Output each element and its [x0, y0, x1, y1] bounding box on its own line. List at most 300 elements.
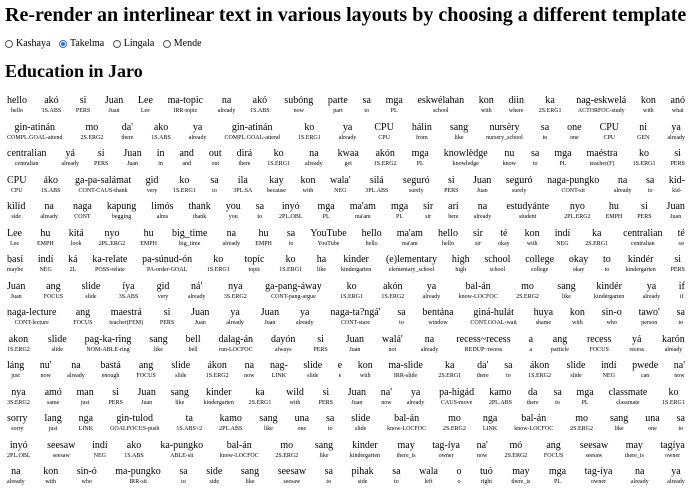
original-word: ko [346, 280, 357, 292]
interlinear-word [662, 334, 685, 358]
original-word: sa [676, 307, 685, 318]
original-word: bal-án [226, 439, 252, 451]
gloss: 1S.ABS [41, 108, 62, 114]
original-word: si [674, 254, 682, 265]
interlinear-word [206, 360, 229, 384]
original-word: Juan [473, 174, 492, 186]
interlinear-word [600, 122, 619, 146]
interlinear-word [157, 148, 165, 172]
gloss: 3S.ERG2 [223, 293, 247, 300]
interlinear-word [511, 466, 530, 490]
original-word: sa [325, 413, 335, 424]
original-word: Juan [666, 201, 685, 212]
original-word: seguró [402, 174, 430, 186]
gloss: EMPH [140, 240, 157, 247]
interlinear-word [267, 175, 286, 199]
original-word: gin-atinán [231, 121, 273, 133]
original-word: ang [46, 280, 61, 292]
original-word: mo [280, 439, 294, 451]
original-word: nyo [104, 227, 120, 239]
gloss: kindergarten [594, 293, 625, 300]
original-word: CPU [374, 121, 394, 133]
interlinear-word [626, 254, 656, 278]
original-word: ya [646, 280, 657, 292]
interlinear-word [7, 413, 28, 437]
gloss: just [11, 373, 20, 379]
gloss: 2S.ERG2 [504, 452, 528, 459]
gloss: look [70, 240, 82, 247]
gloss: Lee [140, 108, 150, 114]
original-word: da' [477, 360, 489, 371]
gloss: FOCUS [43, 293, 64, 300]
original-word: nya [11, 386, 26, 398]
gloss: already [226, 320, 244, 326]
gloss: 1S.ERG2 [373, 161, 397, 167]
gloss: 3PL.ABS [365, 187, 389, 194]
original-word: ako [126, 439, 142, 451]
gloss: LINK [78, 426, 94, 432]
original-word: sir [472, 227, 483, 239]
original-word: sa [540, 121, 550, 133]
interlinear-word [160, 307, 174, 331]
interlinear-word [645, 413, 659, 437]
interlinear-word [47, 440, 75, 464]
gloss: 2PL.ERG2 [564, 214, 591, 220]
gloss: already [422, 293, 441, 300]
interlinear-word [68, 254, 77, 278]
gloss: 1S.ERG1 [662, 399, 685, 406]
gloss: already [630, 479, 649, 485]
original-word: thank [188, 201, 211, 212]
interlinear-word [226, 201, 241, 225]
interlinear-line [7, 148, 685, 172]
original-word: ka [255, 386, 265, 398]
interlinear-word [44, 281, 63, 305]
gloss: Juan [349, 346, 361, 353]
original-word: karón [662, 333, 685, 345]
interlinear-word [419, 466, 438, 490]
original-word: and [179, 148, 194, 159]
interlinear-word [660, 440, 684, 464]
gloss: get [344, 161, 352, 167]
interlinear-word [81, 281, 100, 305]
original-word: sa [362, 95, 371, 106]
original-word: nu [504, 148, 515, 159]
interlinear-word [662, 387, 685, 411]
gloss: 1S.ERG1 [340, 293, 363, 300]
gloss: where [508, 108, 524, 114]
interlinear-line [7, 281, 685, 305]
original-word: bal-án [394, 413, 420, 424]
interlinear-word [374, 122, 393, 146]
gloss: owner [665, 452, 681, 459]
gloss: owner [591, 479, 606, 485]
original-word: íla [237, 174, 248, 186]
interlinear-word [539, 95, 562, 119]
original-word: pa-higád [439, 386, 475, 398]
interlinear-word [570, 307, 585, 331]
interlinear-word [587, 334, 611, 358]
gloss: with [480, 108, 492, 114]
original-word: a [528, 333, 534, 345]
original-word: nu' [39, 360, 52, 371]
gloss: with [572, 320, 583, 326]
interlinear-word [77, 387, 94, 411]
gloss: thank [192, 214, 207, 220]
gloss: okay [497, 240, 510, 247]
gloss: big_time [179, 240, 201, 247]
gloss: now [244, 373, 255, 379]
interlinear-word [351, 466, 373, 490]
interlinear-word [140, 228, 157, 252]
interlinear-word [108, 387, 122, 411]
gloss: a [529, 346, 533, 353]
original-word: kon [357, 360, 373, 371]
original-word: kapung [106, 201, 137, 212]
interlinear-word [298, 122, 321, 146]
original-word: slide [171, 360, 191, 371]
gloss: 2S.ERG2 [443, 426, 466, 432]
original-word: indí [37, 254, 54, 265]
original-word: si [163, 307, 171, 318]
interlinear-word [504, 360, 512, 384]
interlinear-word [123, 148, 141, 172]
interlinear-line [7, 201, 685, 225]
gloss: window [428, 320, 448, 326]
original-word: sang [170, 386, 189, 398]
gloss: to [212, 187, 217, 194]
original-word: knowlèdge [443, 148, 488, 159]
original-word: sin-o [601, 307, 622, 318]
section-heading: Education in Jaro [5, 61, 143, 81]
gloss: Juan [108, 108, 120, 114]
original-word: na' [673, 360, 685, 371]
original-word: big_time [171, 227, 208, 239]
gloss: Juan [141, 399, 153, 406]
interlinear-word [48, 334, 67, 358]
interlinear-word [397, 228, 423, 252]
interlinear-word [151, 201, 173, 225]
gloss: there_is [511, 479, 531, 485]
gloss: o [457, 479, 461, 485]
interlinear-word [423, 281, 441, 305]
interlinear-word [317, 254, 326, 278]
gloss: already [406, 399, 425, 406]
original-word: kindér [596, 280, 622, 292]
original-word: seesaw [47, 439, 76, 451]
interlinear-line [7, 413, 685, 437]
original-word: indí [554, 227, 571, 239]
interlinear-word [224, 281, 247, 305]
original-word: you [225, 201, 241, 212]
interlinear-word [547, 175, 599, 199]
original-word: nag- [270, 360, 288, 371]
gloss: GOALFOCUS-push [110, 426, 160, 432]
interlinear-word [677, 307, 685, 331]
interlinear-word [444, 175, 458, 199]
gloss: sorry [11, 426, 24, 432]
interlinear-word [69, 228, 84, 252]
gloss: 2S.ERG1 [585, 240, 609, 247]
original-word: si [317, 333, 324, 345]
gloss: part [333, 108, 343, 114]
interlinear-word [7, 254, 23, 278]
interlinear-word [525, 254, 554, 278]
original-word: Juan [347, 386, 367, 398]
original-word: akón [375, 148, 395, 159]
interlinear-word [423, 201, 433, 225]
gloss: 1S.ERG1 [632, 161, 656, 167]
original-word: ka-relate [92, 254, 128, 265]
gloss: PL [390, 108, 398, 114]
interlinear-word [351, 413, 370, 437]
original-word: Lee [7, 227, 22, 239]
gloss: CONT-pang-argue [271, 293, 316, 300]
gloss: you [228, 214, 238, 220]
interlinear-word [671, 95, 685, 119]
interlinear-word [256, 201, 264, 225]
gloss: very [146, 187, 158, 194]
gloss: PERS [313, 346, 328, 353]
original-word: naga [72, 201, 92, 212]
interlinear-word [569, 254, 588, 278]
interlinear-word [330, 175, 351, 199]
original-word: ang [75, 307, 91, 318]
gloss: so [678, 240, 684, 247]
original-word: gin-tulod [116, 413, 154, 424]
original-word: sang [609, 413, 629, 424]
original-word: ka [591, 227, 602, 239]
gloss: sir [425, 214, 432, 220]
gloss: CONT.GOAL-wait [470, 320, 517, 326]
original-word: sa [255, 201, 265, 212]
gloss: already [217, 108, 236, 114]
original-word: dalag-án [218, 333, 254, 345]
original-word: may [512, 466, 530, 477]
gloss: FOCUS [73, 320, 93, 326]
original-word: ni [639, 121, 648, 133]
original-word: to [603, 254, 611, 265]
original-word: ko [304, 121, 315, 133]
gloss: know-LOCFOC [219, 452, 259, 459]
gloss: FOCUS [543, 452, 564, 459]
interlinear-word [381, 387, 392, 411]
gloss: 2S.ERG2 [80, 134, 104, 141]
interlinear-word [171, 360, 190, 384]
gloss: right [480, 479, 493, 485]
original-word: si [97, 148, 105, 159]
original-word: akón [383, 280, 403, 292]
gloss: 1S.ABS<2 [176, 426, 203, 432]
gloss: to [542, 134, 548, 141]
original-word: sa [531, 148, 540, 159]
original-word: CPU [599, 121, 620, 133]
interlinear-word [85, 334, 132, 358]
interlinear-word [146, 175, 159, 199]
interlinear-line [7, 254, 685, 278]
gloss: Juan [351, 399, 363, 406]
original-word: sa [286, 227, 296, 239]
original-word: bastá [100, 360, 121, 371]
gloss: PERS [670, 267, 685, 273]
original-word: si [641, 201, 648, 212]
original-word: tuó [480, 466, 493, 477]
interlinear-word [544, 440, 563, 464]
gloss: CONT-lecture [14, 320, 49, 326]
interlinear-word [67, 360, 85, 384]
original-word: CPU [7, 174, 27, 186]
original-word: sang [557, 280, 576, 292]
original-word: parte [327, 95, 348, 106]
gloss: NOM-ABLE-ring [86, 346, 130, 353]
original-word: kwaa [337, 148, 359, 159]
interlinear-word [439, 387, 474, 411]
original-word: ná' [191, 280, 203, 292]
gloss: sir [474, 240, 481, 247]
gloss: high [455, 267, 467, 273]
interlinear-word [632, 360, 658, 384]
gloss: 1S.ERG1 [172, 187, 196, 194]
interlinear-word [417, 95, 464, 119]
original-word: sang [449, 121, 469, 133]
interlinear-word [189, 201, 211, 225]
gloss: NEG [93, 452, 107, 459]
original-word: gid [145, 174, 159, 186]
gloss: PERS [318, 399, 333, 406]
original-word: kinder [343, 254, 369, 265]
original-word: seesaw [579, 439, 609, 451]
gloss: there [121, 134, 134, 141]
interlinear-word [608, 387, 647, 411]
original-word: naga-pungko [547, 174, 600, 186]
gloss: already [642, 293, 661, 300]
interlinear-word [587, 148, 618, 172]
gloss: there [476, 373, 489, 379]
original-word: sa [179, 466, 188, 477]
original-word: tag-íya [584, 466, 613, 477]
interlinear-word [473, 175, 491, 199]
original-word: mo [85, 121, 99, 133]
original-word: ma-slide [388, 360, 423, 371]
interlinear-word [610, 413, 628, 437]
gloss: centralian [631, 240, 655, 247]
interlinear-word [381, 281, 404, 305]
gloss: to [326, 479, 332, 485]
gloss: 2S.ERG1 [248, 399, 272, 406]
gloss: ma'am [401, 240, 418, 247]
gloss: 1S.ERG1 [267, 161, 291, 167]
original-word: na [244, 360, 255, 371]
gloss: already [67, 373, 85, 379]
gloss: there [238, 161, 251, 167]
original-word: ko [179, 174, 190, 186]
interlinear-word [637, 201, 651, 225]
original-word: o [456, 466, 462, 477]
interlinear-line [7, 466, 685, 490]
original-word: Juan [260, 307, 280, 318]
original-word: gid [156, 280, 170, 292]
interlinear-word [541, 122, 549, 146]
interlinear-word [136, 360, 155, 384]
original-word: mo [448, 413, 461, 424]
gloss: 1S.ERG1 [279, 267, 303, 273]
interlinear-word [506, 175, 533, 199]
interlinear-word [474, 201, 492, 225]
original-word: YouTube [310, 227, 347, 239]
original-word: recess [586, 333, 612, 345]
gloss: FOCUS [136, 373, 156, 379]
template-radio-label: Lingala [123, 38, 155, 49]
gloss: 3S.ABS [118, 293, 139, 300]
gloss: 1S.ERG1 [206, 267, 230, 273]
original-word: ya [671, 121, 681, 133]
original-word: tagíya [660, 439, 685, 451]
interlinear-word [392, 466, 400, 490]
gloss: side [11, 214, 21, 220]
original-word: kay [269, 174, 284, 186]
interlinear-line [7, 387, 685, 411]
original-word: naga-lecture [7, 307, 57, 318]
interlinear-word [554, 148, 571, 172]
gloss: to [678, 426, 684, 432]
gloss: 2S.ERG2 [516, 293, 539, 300]
original-word: té [500, 227, 508, 239]
interlinear-word [149, 334, 167, 358]
gloss: ABLE-sit [170, 452, 194, 459]
original-word: nga [482, 413, 498, 424]
gloss: already [305, 161, 323, 167]
original-word: mga [554, 148, 572, 159]
gloss: to [288, 240, 294, 247]
original-word: basí [7, 254, 24, 265]
interlinear-word [421, 334, 439, 358]
gloss: one [297, 426, 307, 432]
original-word: maéstra [586, 148, 618, 159]
interlinear-word [534, 307, 553, 331]
original-word: sa [646, 174, 655, 186]
interlinear-word [172, 228, 208, 252]
original-word: out [208, 148, 222, 159]
interlinear-line [7, 360, 685, 384]
original-word: kid- [668, 174, 685, 186]
interlinear-word [279, 201, 303, 225]
interlinear-word [585, 466, 613, 490]
original-word: huya [533, 307, 554, 318]
original-word: ka-pungko [160, 439, 204, 451]
interlinear-word [606, 201, 623, 225]
original-word: sa [553, 386, 562, 398]
interlinear-word [382, 334, 403, 358]
interlinear-word [667, 122, 685, 146]
interlinear-word [625, 440, 644, 464]
original-word: okay [568, 254, 589, 265]
gloss: COMPL.GOAL-attend [7, 134, 63, 141]
interlinear-word [397, 440, 416, 464]
original-word: na [477, 201, 488, 212]
gloss: PL [553, 479, 561, 485]
gloss: hello [441, 240, 454, 247]
gloss: Lee [10, 240, 19, 247]
gloss: 2L [69, 267, 77, 273]
gloss: to [364, 108, 370, 114]
interlinear-word [318, 201, 335, 225]
original-word: ma'am [349, 201, 376, 212]
interlinear-word [667, 466, 685, 490]
interlinear-word [286, 387, 304, 411]
gloss: one [648, 426, 657, 432]
interlinear-word [362, 228, 382, 252]
original-word: seesaw [277, 466, 307, 477]
